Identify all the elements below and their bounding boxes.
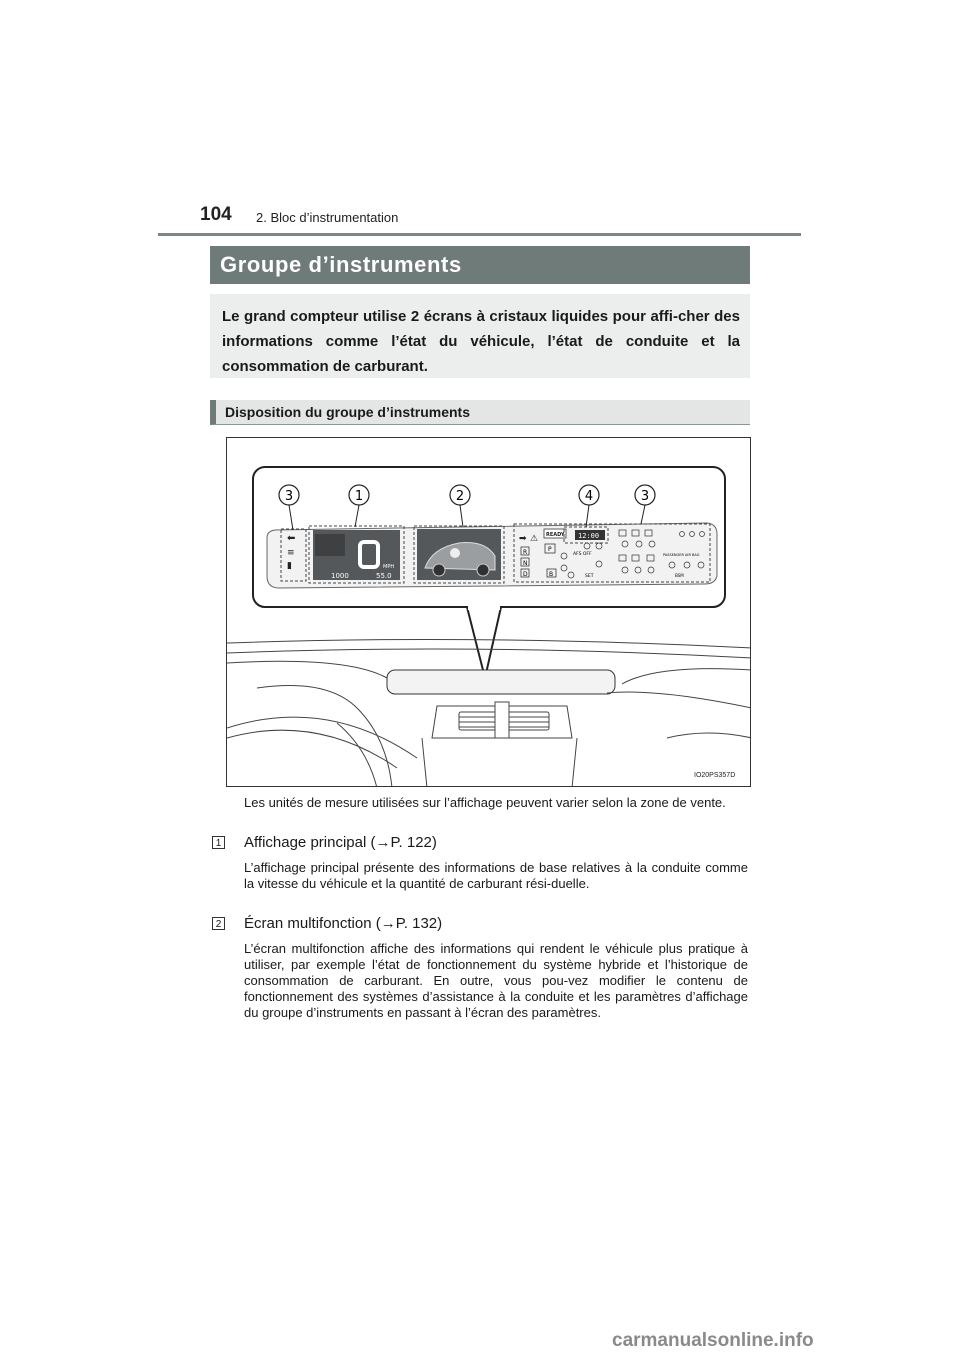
arrow-right-icon: ➡ xyxy=(519,534,527,544)
gear-p-label: P xyxy=(548,546,552,553)
callout-1 xyxy=(349,485,369,505)
intro-box xyxy=(210,294,750,378)
intro-text: Le grand compteur utilise 2 écrans à cristaux liquides pour affi-cher des informations comme l’état du véhicule, l’état de conduite et la consommation de carburant. xyxy=(222,308,740,375)
odometer: 1000 xyxy=(331,572,349,580)
ready-label: READY xyxy=(546,532,565,538)
callout-4 xyxy=(579,485,599,505)
header-divider xyxy=(158,233,801,236)
item-number-1: 1 xyxy=(212,836,225,849)
afs-off-label: AFS OFF xyxy=(573,552,592,557)
svg-text:2: 2 xyxy=(455,489,465,504)
warning-icon: ⚠ xyxy=(530,534,539,544)
gear-r-label: R xyxy=(523,549,528,556)
pointer-mask xyxy=(468,604,500,610)
set-label: SET xyxy=(585,574,594,579)
gear-b-label: B xyxy=(549,571,554,578)
item-description-multi-info-display: L’écran multifonction affiche des informations qui rendent le véhicule plus pratique à utiliser, par exemple l’état de fonctionnement du système hybride et l’historique de consommation de carburant. En outre, vous pou-vez modifier le contenu de fonctionnement des systèmes d’assistance à la conduite et les paramètres d’affichage du groupe d’instruments en passant à l’écran des paramètres. xyxy=(244,941,748,1020)
watermark: carmanualsonline.info xyxy=(612,1330,814,1351)
section-title: Groupe d’instruments xyxy=(210,246,750,284)
gear-d-label: D xyxy=(523,571,528,578)
fuel-icon: ▮ xyxy=(287,561,292,571)
gear-n-label: N xyxy=(523,560,528,567)
passenger-airbag-label: PASSENGER AIR BAG xyxy=(663,553,700,557)
callout-3-right xyxy=(635,485,655,505)
item-description-main-display: L’affichage principal présente des informations de base relatives à la conduite comme la vitesse du véhicule et la quantité de carburant rési-duelle. xyxy=(244,860,748,891)
arrow-left-icon: ⬅ xyxy=(287,533,296,544)
car-wheel-front xyxy=(433,564,445,576)
speed-unit: MPH xyxy=(383,564,395,570)
callout-pointer xyxy=(467,607,501,678)
item-number-2: 2 xyxy=(212,917,225,930)
chapter-title: 2. Bloc d’instrumentation xyxy=(256,210,399,225)
callout-3-left xyxy=(279,485,299,505)
instrument-cluster-figure xyxy=(226,437,751,787)
svg-text:4: 4 xyxy=(584,489,594,504)
callout-2 xyxy=(450,485,470,505)
svg-text:3: 3 xyxy=(640,489,650,504)
svg-text:1: 1 xyxy=(354,489,364,504)
svg-text:3: 3 xyxy=(284,489,294,504)
units-note: Les unités de mesure utilisées sur l’affichage peuvent varier selon la zone de vente. xyxy=(244,795,726,810)
figure-code: IO20PS357D xyxy=(694,772,736,779)
car-wheel-rear xyxy=(477,564,489,576)
item-title-multi-info-display: Écran multifonction (→P. 132) xyxy=(244,915,443,932)
dashboard-illustration xyxy=(227,438,751,787)
headlight-icon: ≡ xyxy=(287,548,295,558)
main-display-shade xyxy=(315,534,345,556)
subsection-title: Disposition du groupe d’instruments xyxy=(210,400,750,425)
clock-readout: 12:00 xyxy=(578,532,600,540)
item-title-main-display: Affichage principal (→P. 122) xyxy=(244,834,437,851)
range-readout: 55.0 xyxy=(376,572,392,580)
energy-flow-dot xyxy=(450,548,460,558)
page-number: 104 xyxy=(200,204,232,225)
bsm-label: BSM xyxy=(675,573,684,578)
